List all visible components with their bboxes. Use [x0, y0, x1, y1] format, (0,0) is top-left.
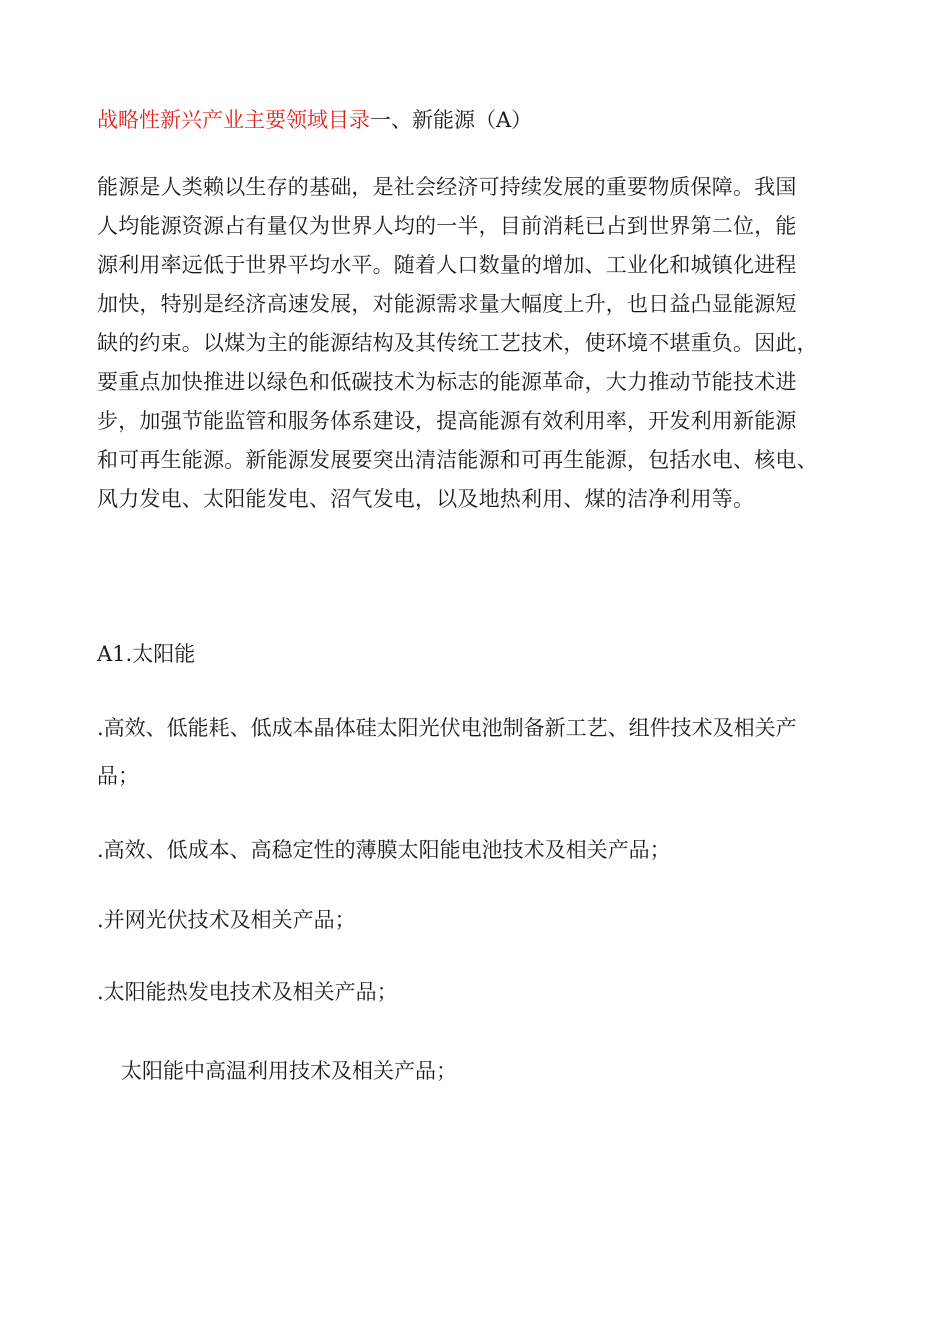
section-a1-title: A1.太阳能: [97, 642, 196, 666]
list-item: .高效、低能耗、低成本晶体硅太阳光伏电池制备新工艺、组件技术及相关产: [97, 716, 797, 740]
intro-paragraph: [97, 168, 857, 519]
heading-catalog-title: 战略性新兴产业主要领域目录: [97, 108, 370, 132]
list-item: 太阳能中高温利用技术及相关产品；: [121, 1059, 457, 1083]
intro-line: 加快，特别是经济高速发展，对能源需求量大幅度上升，也日益凸显能源短: [97, 292, 797, 316]
intro-line: 源利用率远低于世界平均水平。随着人口数量的增加、工业化和城镇化进程: [97, 253, 797, 277]
document-heading: [97, 104, 532, 136]
list-item: .并网光伏技术及相关产品；: [97, 908, 356, 932]
list-item: .太阳能热发电技术及相关产品；: [97, 980, 398, 1004]
intro-line: 能源是人类赖以生存的基础，是社会经济可持续发展的重要物质保障。我国: [97, 175, 797, 199]
intro-line: 风力发电、太阳能发电、沼气发电，以及地热利用、煤的洁净利用等。: [97, 487, 755, 511]
intro-line: 和可再生能源。新能源发展要突出清洁能源和可再生能源，包括水电、核电、: [97, 448, 818, 472]
intro-line: 步，加强节能监管和服务体系建设，提高能源有效利用率，开发利用新能源: [97, 409, 797, 433]
list-item-continuation: 品；: [97, 764, 139, 788]
intro-line: 人均能源资源占有量仅为世界人均的一半，目前消耗已占到世界第二位，能: [97, 214, 797, 238]
list-item: .高效、低成本、高稳定性的薄膜太阳能电池技术及相关产品；: [97, 838, 671, 862]
intro-line: 要重点加快推进以绿色和低碳技术为标志的能源革命，大力推动节能技术进: [97, 370, 797, 394]
intro-line: 缺的约束。以煤为主的能源结构及其传统工艺技术，使环境不堪重负。因此，: [97, 331, 818, 355]
heading-section-title: 一、新能源（A）: [370, 108, 533, 132]
